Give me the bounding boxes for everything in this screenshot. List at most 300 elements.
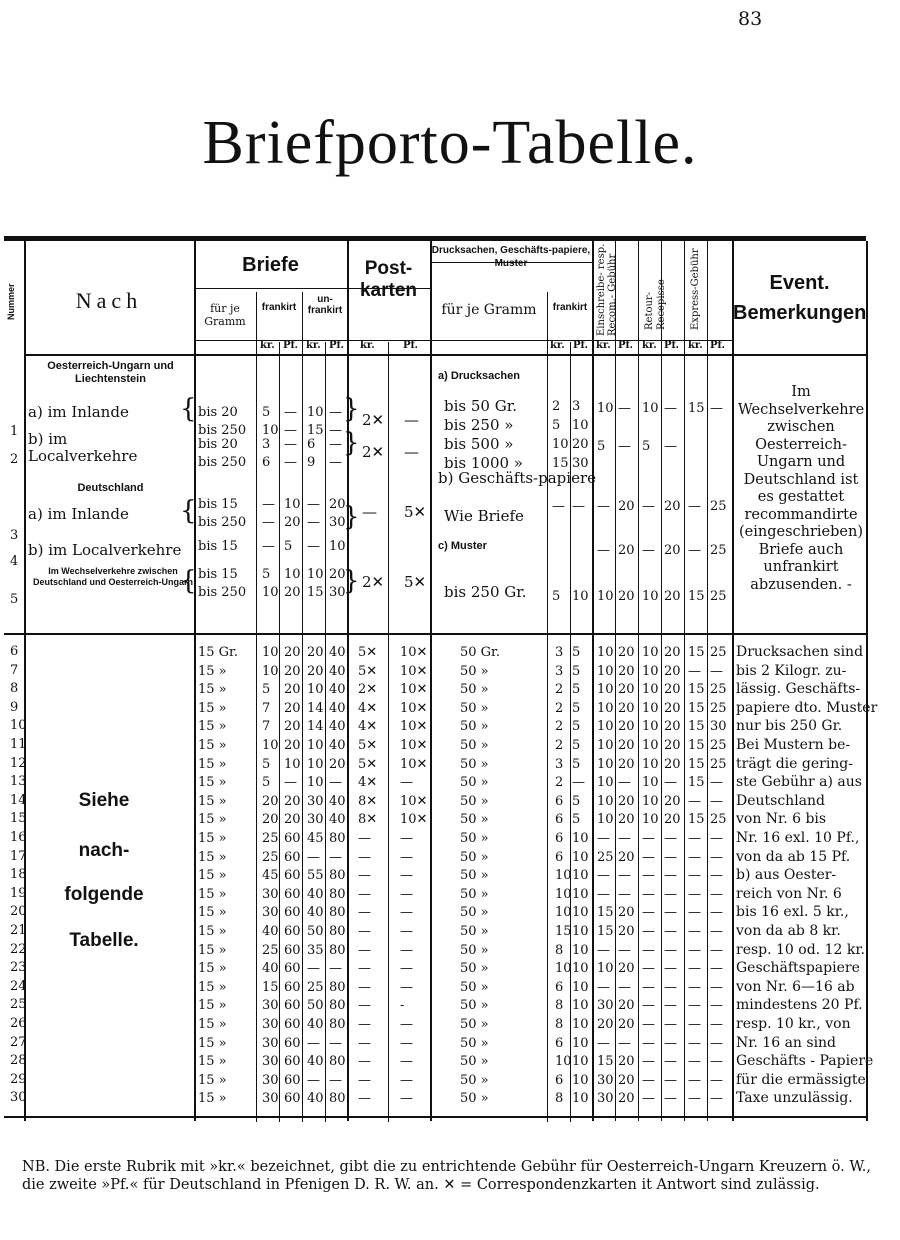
table-cell: 15 » [198, 1035, 227, 1051]
table-cell: 60 [284, 1035, 301, 1051]
row-label-wechsel: Im Wechselverkehre zwischen Deutschland und Oesterreich-Ungarn [32, 566, 194, 587]
table-cell: 25 [262, 831, 279, 846]
table-cell: 15 » [198, 979, 227, 995]
table-cell: 10 [572, 831, 589, 846]
table-cell: — [329, 961, 342, 977]
table-cell: — [642, 1091, 655, 1107]
table-cell: 10✕ [400, 756, 428, 772]
table-cell: 4✕ [358, 719, 378, 735]
table-cell: 15 » [198, 831, 227, 846]
table-cell: 20 [262, 812, 279, 828]
table-cell: — [710, 1017, 723, 1032]
table-cell: 50 [307, 924, 324, 939]
table-cell: 40 [329, 682, 346, 698]
table-cell: 10 [572, 924, 589, 939]
table-cell: — [400, 924, 413, 939]
table-cell: 20 [664, 793, 681, 809]
table-cell: — [400, 961, 413, 977]
table-cell: 5 [572, 756, 581, 772]
table-cell: 10 [597, 700, 614, 716]
header-retour: Retour-Recepisse [644, 279, 667, 330]
table-cell: 15 » [198, 793, 227, 809]
table-cell: — [400, 849, 413, 865]
table-cell: 60 [284, 1054, 301, 1070]
cell-fr-kr: 5 [262, 405, 271, 420]
row-number: 28 [10, 1053, 27, 1069]
table-cell: 10✕ [400, 719, 428, 735]
table-cell: 25 [307, 979, 324, 995]
table-cell: — [618, 886, 631, 902]
table-cell: — [664, 924, 677, 939]
table-cell: 40 [307, 1017, 324, 1032]
table-cell: 20 [618, 756, 635, 772]
cell-drucks-kr: 10 [552, 437, 569, 452]
cell-pk-kr: — [362, 503, 377, 521]
table-cell: 10✕ [400, 738, 428, 753]
cell-fr-kr: — [262, 539, 275, 554]
cell-fr-kr: 6 [262, 455, 271, 470]
cell-fee: — [572, 499, 585, 514]
table-cell: — [688, 1017, 701, 1032]
table-cell: — [358, 1054, 371, 1070]
cell-un-kr: 10 [307, 405, 324, 420]
cell-fee: 15 [688, 589, 705, 604]
table-cell: 25 [597, 849, 614, 865]
row-number: 23 [10, 960, 27, 976]
table-cell: 10 [597, 738, 614, 753]
table-cell: 30 [307, 812, 324, 828]
table-cell: — [688, 961, 701, 977]
table-cell: 25 [710, 812, 727, 828]
table-cell: 6 [555, 1072, 564, 1088]
table-cell: — [642, 868, 655, 884]
cell-drucks-kr: 2 [552, 399, 561, 414]
table-cell: — [400, 905, 413, 921]
cell-fee: 20 [618, 589, 635, 604]
table-cell: 50 » [460, 1091, 489, 1107]
cell-gramm: bis 250 [198, 423, 247, 438]
table-cell: — [358, 1035, 371, 1051]
table-cell: 3 [555, 663, 564, 679]
table-cell: 5 [262, 682, 271, 698]
table-cell: 80 [329, 1054, 346, 1070]
table-cell: — [710, 1035, 723, 1051]
table-cell: 15 [597, 1054, 614, 1070]
table-cell: 10 [597, 812, 614, 828]
table-cell: 50 » [460, 1054, 489, 1070]
remark-line: mindestens 20 Pf. [736, 997, 863, 1014]
table-cell: 10✕ [400, 700, 428, 716]
cell-fr-kr: 10 [262, 585, 279, 600]
row-number: 19 [10, 885, 27, 901]
table-cell: — [688, 663, 701, 679]
cell-fee: 15 [688, 401, 705, 416]
table-cell: 50 » [460, 775, 489, 791]
table-cell: 4✕ [358, 700, 378, 716]
cell-fee: — [618, 401, 631, 416]
cell-fee: 10 [597, 401, 614, 416]
table-cell: 15 [688, 756, 705, 772]
table-cell: 15 [262, 979, 279, 995]
table-cell: 15 » [198, 738, 227, 753]
row-number: 30 [10, 1090, 27, 1106]
table-cell: — [664, 775, 677, 791]
table-cell: 80 [329, 942, 346, 958]
table-cell: 50 » [460, 942, 489, 958]
cell-un-pf: 20 [329, 497, 346, 512]
table-cell: 40 [329, 793, 346, 809]
col-rule [866, 241, 868, 1121]
table-cell: 20 [618, 998, 635, 1014]
table-cell: 10 [307, 682, 324, 698]
table-cell: 10 [597, 645, 614, 660]
table-bottom-rule [4, 1116, 866, 1118]
table-cell: 10 [307, 756, 324, 772]
table-cell: 10 [572, 942, 589, 958]
table-cell: 10 [572, 1091, 589, 1107]
table-cell: — [358, 886, 371, 902]
table-cell: — [329, 1035, 342, 1051]
table-cell: 15 » [198, 1017, 227, 1032]
table-cell: 10 [642, 719, 659, 735]
table-cell: 5 [572, 645, 581, 660]
table-cell: 20 [307, 645, 324, 660]
table-cell: — [688, 793, 701, 809]
cell-un-kr: 15 [307, 423, 324, 438]
table-cell: 15 » [198, 868, 227, 884]
table-cell: 50 » [460, 682, 489, 698]
table-cell: 50 » [460, 1035, 489, 1051]
row-number: 24 [10, 978, 27, 994]
table-cell: 6 [555, 831, 564, 846]
table-cell: 5✕ [358, 756, 378, 772]
table-cell: 20 [618, 663, 635, 679]
table-cell: 10 [555, 905, 572, 921]
table-cell: 20 [618, 793, 635, 809]
table-cell: 20 [664, 700, 681, 716]
table-cell: 60 [284, 998, 301, 1014]
table-top-rule [4, 236, 866, 241]
table-cell: — [710, 1072, 723, 1088]
remark-line: ste Gebühr a) aus [736, 774, 862, 791]
row-number: 20 [10, 904, 27, 920]
table-cell: 40 [329, 738, 346, 753]
table-cell: — [642, 849, 655, 865]
table-cell: 10 [572, 1054, 589, 1070]
table-cell: 5 [572, 793, 581, 809]
cell-un-pf: — [329, 437, 342, 452]
col-rule [347, 241, 349, 1121]
cell-gramm: bis 250 [198, 455, 247, 470]
table-cell: 80 [329, 905, 346, 921]
table-cell: — [618, 942, 631, 958]
table-cell: 15 [688, 775, 705, 791]
table-cell: — [664, 961, 677, 977]
footnote: NB. Die erste Rubrik mit »kr.« bezeichnet, gibt die zu entrichtende Gebühr für Oesterreich-Ungarn Kreuzern ö. W., die zweite »Pf.« für Deutschland in Pfenigen D. R. W. an. ✕ = Correspondenzkarten it Antwort sind zulässig. [22, 1159, 871, 1193]
table-cell: — [664, 868, 677, 884]
table-cell: 15 » [198, 700, 227, 716]
table-cell: 50 » [460, 849, 489, 865]
table-cell: — [329, 1072, 342, 1088]
remark-line: bis 16 exl. 5 kr., [736, 904, 849, 921]
table-cell: — [400, 775, 413, 791]
table-cell: 80 [329, 831, 346, 846]
table-cell: 2✕ [358, 682, 378, 698]
cell-gramm: bis 20 [198, 437, 238, 452]
table-cell: — [400, 942, 413, 958]
row-label: b) im Localverkehre [28, 430, 138, 465]
table-cell: 80 [329, 998, 346, 1014]
table-cell: 25 [710, 645, 727, 660]
table-cell: 15 [688, 719, 705, 735]
table-cell: 6 [555, 812, 564, 828]
table-cell: 10 [642, 812, 659, 828]
table-cell: — [664, 849, 677, 865]
cell-drucks-pf: 10 [572, 418, 589, 433]
table-cell: 40 [307, 886, 324, 902]
table-cell: 10 [642, 645, 659, 660]
cell-un-pf: 10 [329, 539, 346, 554]
page-title: Briefporto-Tabelle. [202, 109, 698, 177]
table-cell: — [400, 1054, 413, 1070]
table-cell: 4✕ [358, 775, 378, 791]
cell-fee: 25 [710, 589, 727, 604]
cell-un-pf: 30 [329, 515, 346, 530]
header-frankirt: frankirt [261, 302, 297, 313]
table-cell: 50 » [460, 663, 489, 679]
table-cell: — [664, 1072, 677, 1088]
table-cell: — [710, 942, 723, 958]
remark-line: Deutschland [736, 792, 825, 809]
table-cell: 50 » [460, 979, 489, 995]
remark-line: Drucksachen sind [736, 644, 864, 660]
table-cell: 20 [664, 682, 681, 698]
table-cell: 10 [572, 868, 589, 884]
cell-un-kr: 9 [307, 455, 316, 470]
table-cell: 30 [710, 719, 727, 735]
table-cell: 10✕ [400, 793, 428, 809]
table-cell: 40 [329, 700, 346, 716]
cell-un-kr: 15 [307, 585, 324, 600]
table-cell: 6 [555, 793, 564, 809]
table-cell: — [688, 1054, 701, 1070]
table-cell: 15 [688, 682, 705, 698]
cell-pk-pf: 5✕ [404, 573, 427, 591]
table-cell: 30 [597, 998, 614, 1014]
table-cell: 20 [618, 961, 635, 977]
table-cell: 20 [618, 645, 635, 660]
cell-fr-pf: 5 [284, 539, 293, 554]
table-cell: 45 [262, 868, 279, 884]
table-cell: 40 [329, 719, 346, 735]
table-cell: 5 [572, 738, 581, 753]
remark-line: Bei Mustern be- [736, 737, 851, 753]
table-cell: 5✕ [358, 663, 378, 679]
header-briefe: Briefe [242, 254, 299, 276]
table-cell: 20 [618, 1017, 635, 1032]
table-cell: — [358, 961, 371, 977]
table-cell: 30 [597, 1091, 614, 1107]
table-cell: — [642, 998, 655, 1014]
table-cell: 5 [572, 663, 581, 679]
remark-upper: Im Wechselverkehre zwischen Oesterreich-Ungarn und Deutschland ist es gestattet recommandirte (eingeschrieben) Briefe auch unfrankirt abzusenden. - [737, 384, 865, 593]
header-drucks-fuer-je: für je Gramm [441, 302, 537, 318]
table-cell: — [307, 849, 320, 865]
row-number: 25 [10, 997, 27, 1013]
table-cell: — [618, 1035, 631, 1051]
remark-line: b) aus Oester- [736, 867, 837, 884]
table-cell: 20 [618, 1091, 635, 1107]
cell-un-kr: 10 [307, 567, 324, 582]
table-cell: 20 [664, 663, 681, 679]
table-cell: — [400, 1072, 413, 1088]
cell-fr-pf: 20 [284, 585, 301, 600]
cell-pk-pf: — [404, 443, 419, 461]
table-cell: — [710, 868, 723, 884]
cell-pk-pf: — [404, 411, 419, 429]
table-cell: — [642, 961, 655, 977]
table-cell: — [597, 831, 610, 846]
table-cell: — [358, 924, 371, 939]
table-cell: 80 [329, 1091, 346, 1107]
row-number: 7 [10, 662, 19, 678]
table-cell: 30 [262, 886, 279, 902]
cell-pk-kr: 2✕ [362, 443, 385, 461]
table-cell: 20 [284, 682, 301, 698]
table-cell: 20 [664, 719, 681, 735]
table-cell: — [358, 849, 371, 865]
row-number: 17 [10, 848, 27, 864]
table-cell: 20 [618, 1072, 635, 1088]
table-cell: 15 » [198, 1072, 227, 1088]
table-cell: 10✕ [400, 812, 428, 828]
table-cell: — [642, 979, 655, 995]
cell-fr-pf: — [284, 423, 297, 438]
table-cell: — [618, 979, 631, 995]
table-cell: — [307, 1072, 320, 1088]
header-briefe-fuer-je: für je Gramm [204, 302, 246, 328]
cell-fee: — [642, 499, 655, 514]
table-cell: 3 [555, 645, 564, 660]
table-cell: 10✕ [400, 682, 428, 698]
table-cell: 5 [572, 812, 581, 828]
row-number: 6 [10, 644, 19, 659]
table-cell: — [664, 998, 677, 1014]
table-cell: 20 [618, 905, 635, 921]
table-cell: 60 [284, 1017, 301, 1032]
row-number: 13 [10, 774, 27, 790]
cell-drucks-pf: 3 [572, 399, 581, 414]
row-number: 16 [10, 830, 27, 845]
col-rule [194, 241, 196, 1121]
cell-un-pf: — [329, 455, 342, 470]
remark-line: Nr. 16 an sind [736, 1034, 837, 1051]
table-cell: 20 [307, 663, 324, 679]
row-label: a) im Inlande [28, 403, 129, 421]
table-cell: — [572, 775, 585, 791]
table-cell: 60 [284, 886, 301, 902]
table-cell: 15 » [198, 905, 227, 921]
table-cell: 8✕ [358, 793, 378, 809]
cell-drucks-pf: 20 [572, 437, 589, 452]
table-cell: 55 [307, 868, 324, 884]
table-cell: 10 [572, 998, 589, 1014]
cell-fee: 25 [710, 543, 727, 558]
cell-fr-kr: 3 [262, 437, 271, 452]
cell-drucks-gramm: bis 500 » [444, 435, 514, 453]
cell-fee: 10 [597, 589, 614, 604]
table-cell: — [710, 1091, 723, 1107]
cell-fr-pf: 10 [284, 567, 301, 582]
table-cell: 80 [329, 924, 346, 939]
table-cell: 10 [642, 682, 659, 698]
table-cell: — [642, 1054, 655, 1070]
table-cell: 10 [642, 793, 659, 809]
table-cell: 8 [555, 942, 564, 958]
table-cell: 40 [262, 961, 279, 977]
table-cell: 40 [262, 924, 279, 939]
table-cell: — [358, 905, 371, 921]
table-cell: 15 » [198, 924, 227, 939]
header-postkarten: Post-karten [359, 258, 418, 301]
table-cell: 2 [555, 682, 564, 698]
table-cell: 20 [329, 756, 346, 772]
table-cell: 15 » [198, 756, 227, 772]
table-cell: 10✕ [400, 663, 428, 679]
table-cell: 7 [262, 719, 271, 735]
table-cell: 10 [642, 700, 659, 716]
cell-fee: 20 [664, 543, 681, 558]
header-einschreibe: Einschreibe- resp. Recom.- Gebühr [596, 243, 618, 336]
table-cell: 20 [618, 719, 635, 735]
table-cell: — [597, 979, 610, 995]
table-cell: — [710, 924, 723, 939]
cell-fee: — [597, 499, 610, 514]
table-cell: 25 [710, 738, 727, 753]
table-cell: 15 » [198, 719, 227, 735]
cell-un-kr: — [307, 497, 320, 512]
table-cell: — [642, 886, 655, 902]
table-cell: 10 [597, 793, 614, 809]
table-cell: — [664, 942, 677, 958]
table-cell: — [329, 849, 342, 865]
row-number: 8 [10, 681, 19, 697]
cell-fee: 20 [618, 499, 635, 514]
table-cell: — [358, 942, 371, 958]
table-cell: 50 » [460, 793, 489, 809]
col-rule [732, 241, 734, 1121]
table-cell: — [400, 868, 413, 884]
table-cell: 40 [329, 663, 346, 679]
row-number: 22 [10, 941, 27, 957]
table-cell: — [284, 775, 297, 791]
row-number: 15 [10, 811, 27, 827]
cell-un-pf: — [329, 423, 342, 438]
table-cell: 40 [307, 905, 324, 921]
table-cell: 50 Gr. [460, 645, 500, 660]
page-number: 83 [738, 8, 763, 30]
table-cell: — [307, 961, 320, 977]
table-cell: 40 [307, 1091, 324, 1107]
table-cell: 50 » [460, 905, 489, 921]
table-cell: — [688, 942, 701, 958]
table-cell: 30 [262, 1017, 279, 1032]
header-express: Express-Gebühr [690, 248, 701, 330]
cell-fee: 20 [664, 589, 681, 604]
table-cell: 25 [262, 942, 279, 958]
table-cell: — [358, 1072, 371, 1088]
table-cell: 15 » [198, 663, 227, 679]
